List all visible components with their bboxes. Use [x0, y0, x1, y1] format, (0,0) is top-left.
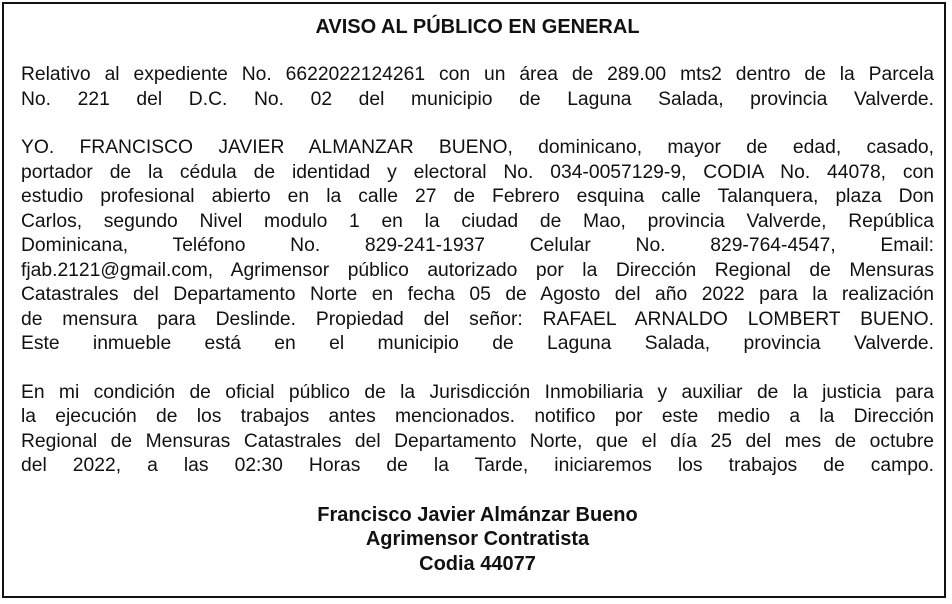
public-notice	[2, 2, 946, 598]
text-line: del 2022, a las 02:30 Horas de la Tarde, iniciaremos los trabajos de campo.	[21, 455, 934, 476]
text-line: Carlos, segundo Nivel modulo 1 en la ciudad de Mao, provincia Valverde, República	[21, 210, 934, 232]
text-line: de mensura para Deslinde. Propiedad del señor: RAFAEL ARNALDO LOMBERT BUENO.	[21, 308, 934, 330]
text-line: fjab.2121@gmail.com, Agrimensor público autorizado por la Dirección Regional de Mensuras	[21, 259, 934, 281]
signatory-name: Francisco Javier Almánzar Bueno	[317, 503, 638, 526]
case-reference-paragraph	[21, 63, 934, 112]
notice-title: AVISO AL PÚBLICO EN GENERAL	[315, 16, 640, 38]
text-line: No. 221 del D.C. No. 02 del municipio de Laguna Salada, provincia Valverde.	[21, 88, 934, 110]
text-line: Catastrales del Departamento Norte en fecha 05 de Agosto del año 2022 para la realización	[21, 284, 934, 305]
surveyor-declaration-paragraph	[21, 136, 934, 357]
text-line: En mi condición de oficial público de la Jurisdicción Inmobiliaria y auxiliar de la justicia para	[21, 381, 934, 403]
notification-paragraph	[21, 381, 934, 479]
text-line: YO. FRANCISCO JAVIER ALMANZAR BUENO, dominicano, mayor de edad, casado,	[21, 137, 934, 158]
text-line: Relativo al expediente No. 6622022124261 con un área de 289.00 mts2 dentro de la Parcela	[21, 64, 934, 85]
text-line: la ejecución de los trabajos antes mencionados. notifico por este medio a la Dirección	[21, 406, 934, 427]
signatory-role: Agrimensor Contratista	[365, 528, 590, 550]
text-line: Este inmueble está en el municipio de Laguna Salada, provincia Valverde.	[21, 333, 934, 354]
text-line: Dominicana, Teléfono No. 829-241-1937 Celular No. 829-764-4547, Email:	[21, 235, 934, 256]
signatory-codia: Codia 44077	[419, 552, 536, 575]
signature-block	[21, 503, 934, 577]
text-line: Regional de Mensuras Catastrales del Departamento Norte, que el día 25 del mes de octubre	[21, 430, 934, 452]
text-line: estudio profesional abierto en la calle 27 de Febrero esquina calle Talanquera, plaza Don	[21, 186, 934, 207]
text-line: portador de la cédula de identidad y electoral No. 034-0057129-9, CODIA No. 44078, con	[21, 161, 934, 183]
